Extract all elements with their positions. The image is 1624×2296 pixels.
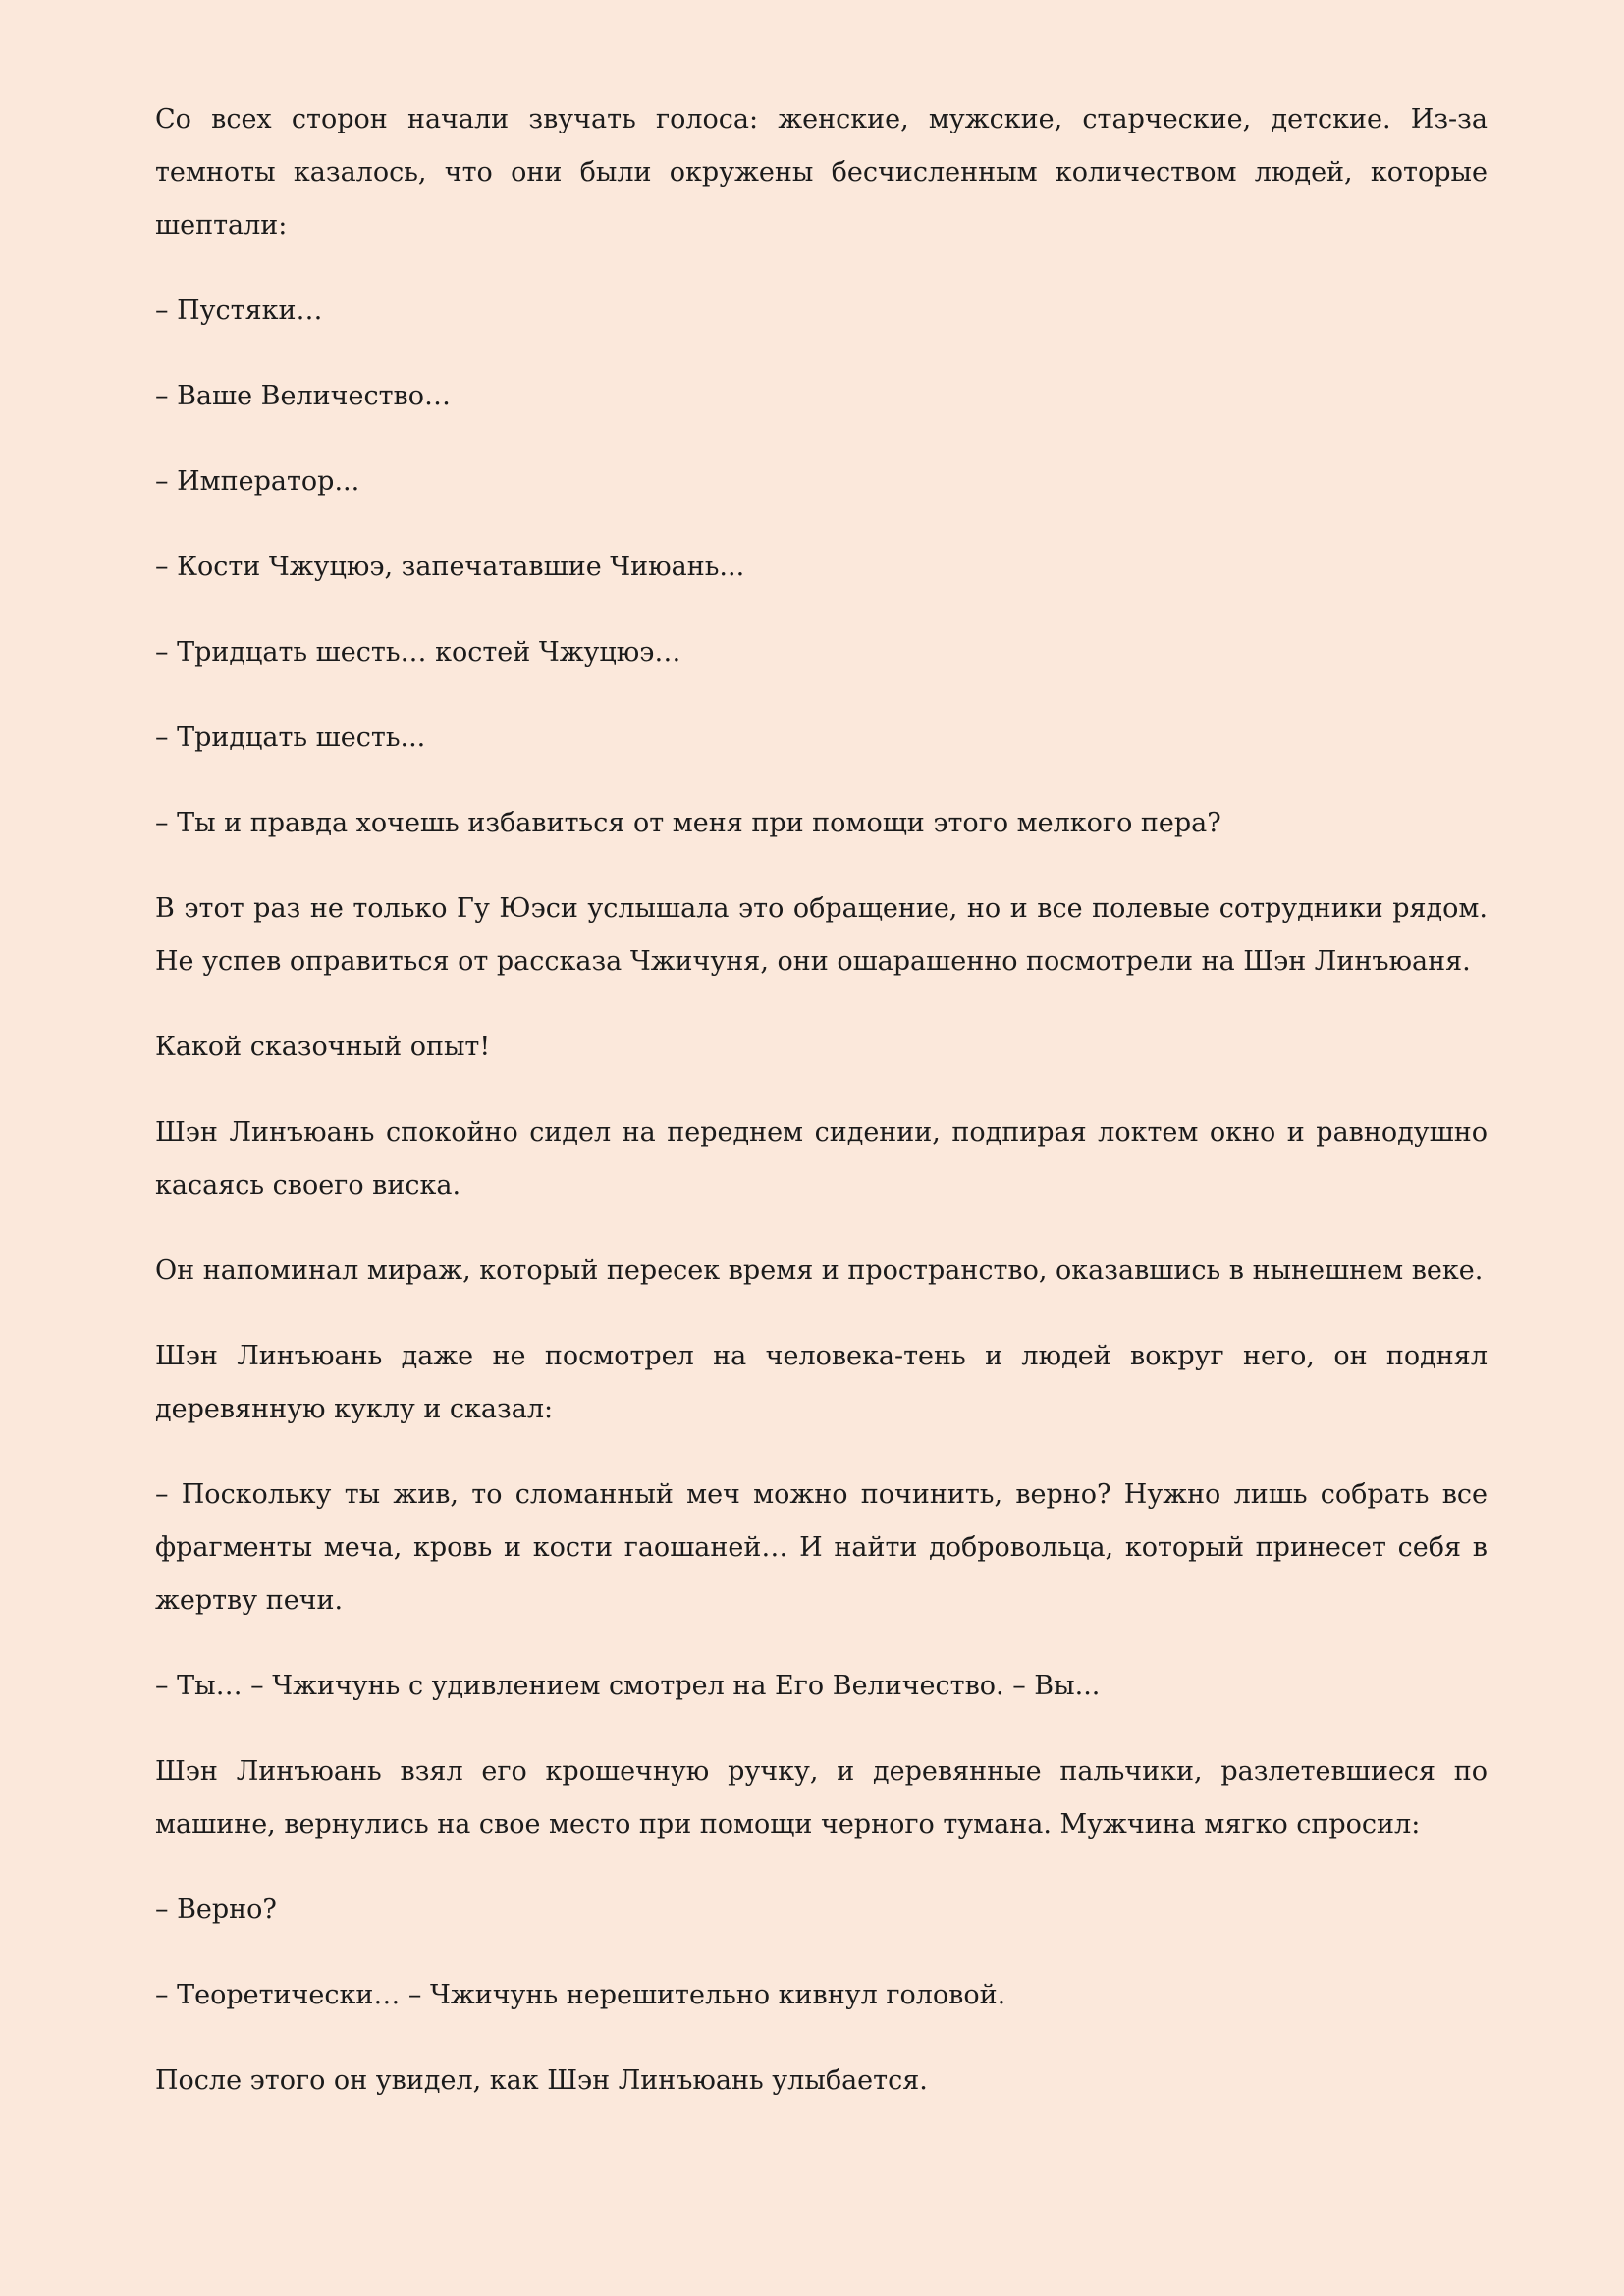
paragraph-16: Шэн Линъюань взял его крошечную ручку, и деревянные пальчики, разлетевшиеся по машине, вернулись на свое место при помощи черного тумана. Мужчина мягко спросил: [155,1756,1488,1840]
paragraph-8: – Ты и правда хочешь избавиться от меня при помощи этого мелкого пера? [155,808,1221,838]
paragraph-7: – Тридцать шесть... [155,722,426,753]
paragraph-11: Шэн Линъюань спокойно сидел на переднем сидении, подпирая локтем окно и равнодушно касаясь своего виска. [155,1117,1488,1201]
paragraph-18: – Теоретически… – Чжичунь нерешительно кивнул головой. [155,1980,1006,2010]
paragraph-6: – Тридцать шесть… костей Чжуцюэ… [155,637,681,667]
paragraph-4: – Император... [155,466,360,497]
paragraph-9: В этот раз не только Гу Юэси услышала это обращение, но и все полевые сотрудники рядом. Не успев оправиться от рассказа Чжичуня, они ошарашенно посмотрели на Шэн Линъюаня. [155,893,1488,977]
paragraph-10: Какой сказочный опыт! [155,1032,491,1062]
paragraph-5: – Кости Чжуцюэ, запечатавшие Чиюань... [155,552,745,582]
paragraph-13: Шэн Линъюань даже не посмотрел на человека-тень и людей вокруг него, он поднял деревянную куклу и сказал: [155,1341,1488,1424]
paragraph-12: Он напоминал мираж, который пересек время и пространство, оказавшись в нынешнем веке. [155,1255,1484,1286]
paragraph-19: После этого он увидел, как Шэн Линъюань улыбается. [155,2065,928,2096]
paragraph-2: – Пустяки… [155,295,323,326]
paragraph-14: – Поскольку ты жив, то сломанный меч можно починить, верно? Нужно лишь собрать все фрагменты меча, кровь и кости гаошаней… И найти добровольца, который принесет себя в жертву печи. [155,1479,1488,1616]
paragraph-3: – Ваше Величество… [155,381,451,411]
paragraph-15: – Ты… – Чжичунь с удивлением смотрел на Его Величество. – Вы... [155,1671,1101,1701]
document-page [155,93,1488,2140]
paragraph-1: Со всех сторон начали звучать голоса: женские, мужские, старческие, детские. Из-за темноты казалось, что они были окружены бесчисленным количеством людей, которые шептали: [155,104,1488,240]
paragraph-17: – Верно? [155,1895,277,1925]
